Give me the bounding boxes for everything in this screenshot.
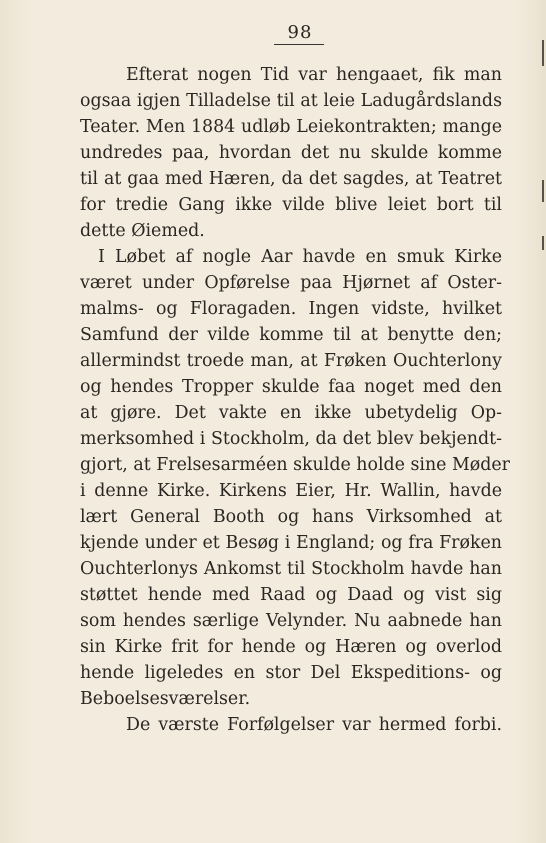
body-text (80, 62, 510, 738)
text-line: til at gaa med Hæren, da det sagdes, at Teatret (80, 169, 502, 189)
text-line: lært General Booth og hans Virksomhed at (80, 507, 502, 527)
text-line: sin Kirke frit for hende og Hæren og overlod (80, 637, 502, 657)
text-line: malms- og Floragaden. Ingen vidste, hvilket (80, 299, 502, 319)
text-line: allermindst troede man, at Frøken Ouchterlony (80, 351, 502, 371)
text-line: støttet hende med Raad og Daad og vist sig (80, 585, 502, 605)
text-line: ogsaa igjen Tilladelse til at leie Ladugårdslands (80, 91, 502, 111)
text-line: hende ligeledes en stor Del Ekspeditions- og (80, 663, 502, 683)
text-line: Samfund der vilde komme til at benytte den; (80, 325, 502, 345)
text-line: Efterat nogen Tid var hengaaet, fik man (126, 65, 502, 85)
text-line: og hendes Tropper skulde faa noget med den (80, 377, 502, 397)
text-line: at gjøre. Det vakte en ikke ubetydelig Op- (80, 403, 502, 423)
text-line: kjende under et Besøg i England; og fra Frøken (80, 533, 502, 553)
text-line: Beboelsesværelser. (80, 689, 251, 709)
text-line: merksomhed i Stockholm, da det blev bekjendt- (80, 429, 502, 449)
page-edge-mark (542, 236, 544, 250)
page-number-rule (274, 44, 324, 45)
page-edge-mark (542, 180, 544, 202)
text-line: De værste Forfølgelser var hermed forbi. (126, 715, 502, 735)
text-line: for tredie Gang ikke vilde blive leiet bort til (80, 195, 502, 215)
text-line: Ouchterlonys Ankomst til Stockholm havde han (80, 559, 502, 579)
text-line: undredes paa, hvordan det nu skulde komme (80, 143, 502, 163)
page-edge-mark (542, 40, 544, 66)
text-line: dette Øiemed. (80, 221, 205, 241)
text-line: været under Opførelse paa Hjørnet af Oster- (80, 273, 502, 293)
text-line: som hendes særlige Velynder. Nu aabnede han (80, 611, 502, 631)
page-number: 98 (287, 22, 313, 43)
text-line: I Løbet af nogle Aar havde en smuk Kirke (98, 247, 502, 267)
text-line: i denne Kirke. Kirkens Eier, Hr. Wallin, havde (80, 481, 502, 501)
text-line: Teater. Men 1884 udløb Leiekontrakten; mange (80, 117, 502, 137)
text-line: gjort, at Frelsesarméen skulde holde sine Møder (80, 455, 510, 475)
